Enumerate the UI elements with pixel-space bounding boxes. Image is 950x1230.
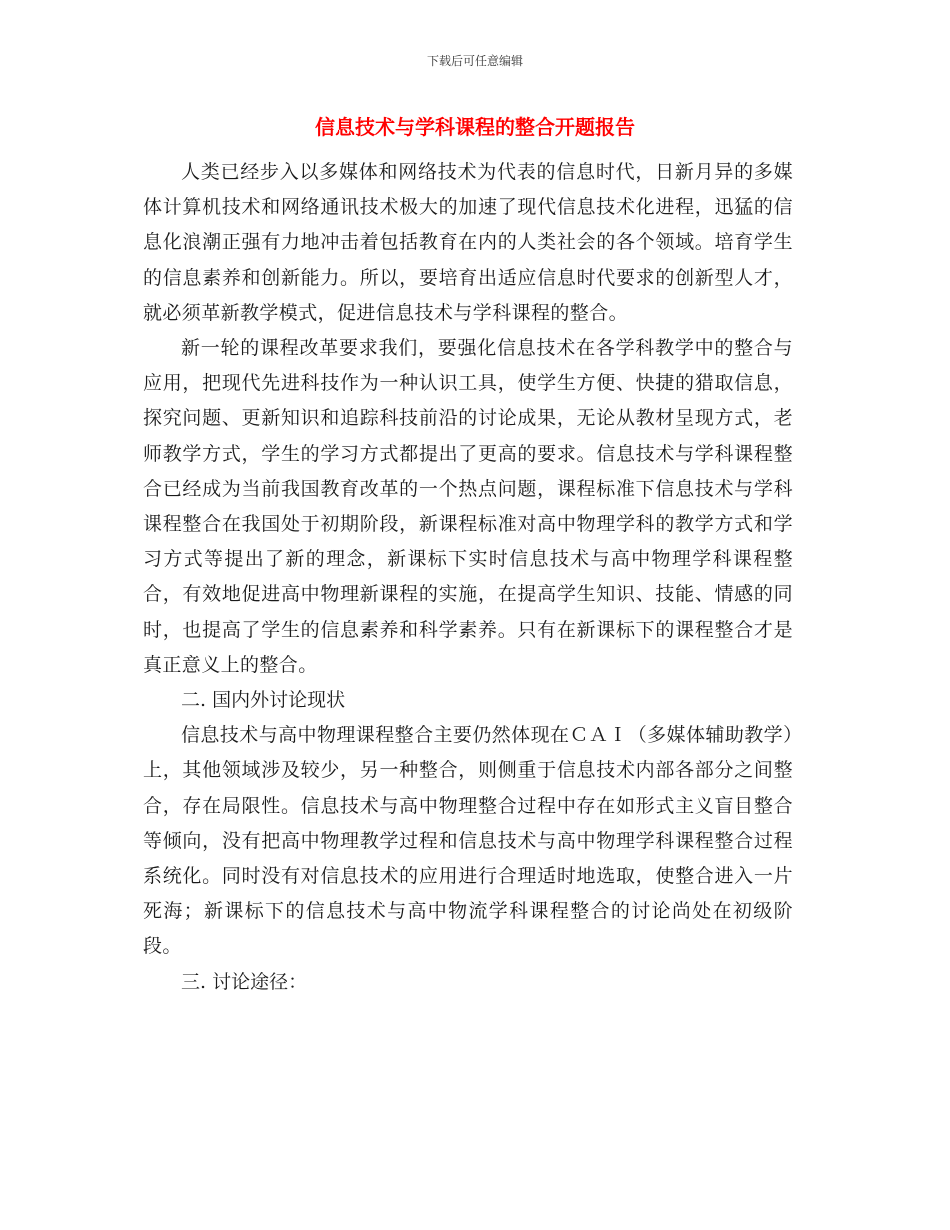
header-note: 下载后可任意编辑 [426,54,523,68]
section-heading-research-approach: 三. 讨论途径： [181,970,308,993]
reform-paragraph: 新一轮的课程改革要求我们，要强化信息技术在各学科教学中的整合与应用，把现代先进科技作为一种认识工具，使学生方便、快捷的猎取信息，探究问题、更新知识和追踪科技前沿的讨论成果，无论从教材呈现方式，老师教学方式，学生的学习方式都提出了更高的要求。信息技术与学科课程整合已经成为当前我国教育改革的一个热点问题，课程标准下信息技术与学科课程整合在我国处于初期阶段，新课程标准对高中物理学科的教学方式和学习方式等提出了新的理念，新课标下实时信息技术与高中物理学科课程整合，有效地促进高中物理新课程的实施，在提高学生知识、技能、情感的同时，也提高了学生的信息素养和科学素养。只有在新课标下的课程整合才是真正意义上的整合。 [143,337,793,676]
research-status-paragraph: 信息技术与高中物理课程整合主要仍然体现在ＣＡＩ（多媒体辅助教学）上，其他领域涉及较少，另一种整合，则侧重于信息技术内部各部分之间整合，存在局限性。信息技术与高中物理整合过程中存在如形式主义盲目整合等倾向，没有把高中物理教学过程和信息技术与高中物理学科课程整合过程系统化。同时没有对信息技术的应用进行合理适时地选取，使整合进入一片死海；新课标下的信息技术与高中物流学科课程整合的讨论尚处在初级阶段。 [143,724,793,958]
section-heading-research-status: 二. 国内外讨论现状 [181,689,346,712]
intro-paragraph: 人类已经步入以多媒体和网络技术为代表的信息时代，日新月异的多媒体计算机技术和网络通讯技术极大的加速了现代信息技术化进程，迅猛的信息化浪潮正强有力地冲击着包括教育在内的人类社会的各个领域。培育学生的信息素养和创新能力。所以，要培育出适应信息时代要求的创新型人才，就必须革新教学模式，促进信息技术与学科课程的整合。 [143,161,793,324]
document-body [143,155,793,1000]
document-title: 信息技术与学科课程的整合开题报告 [315,115,635,139]
